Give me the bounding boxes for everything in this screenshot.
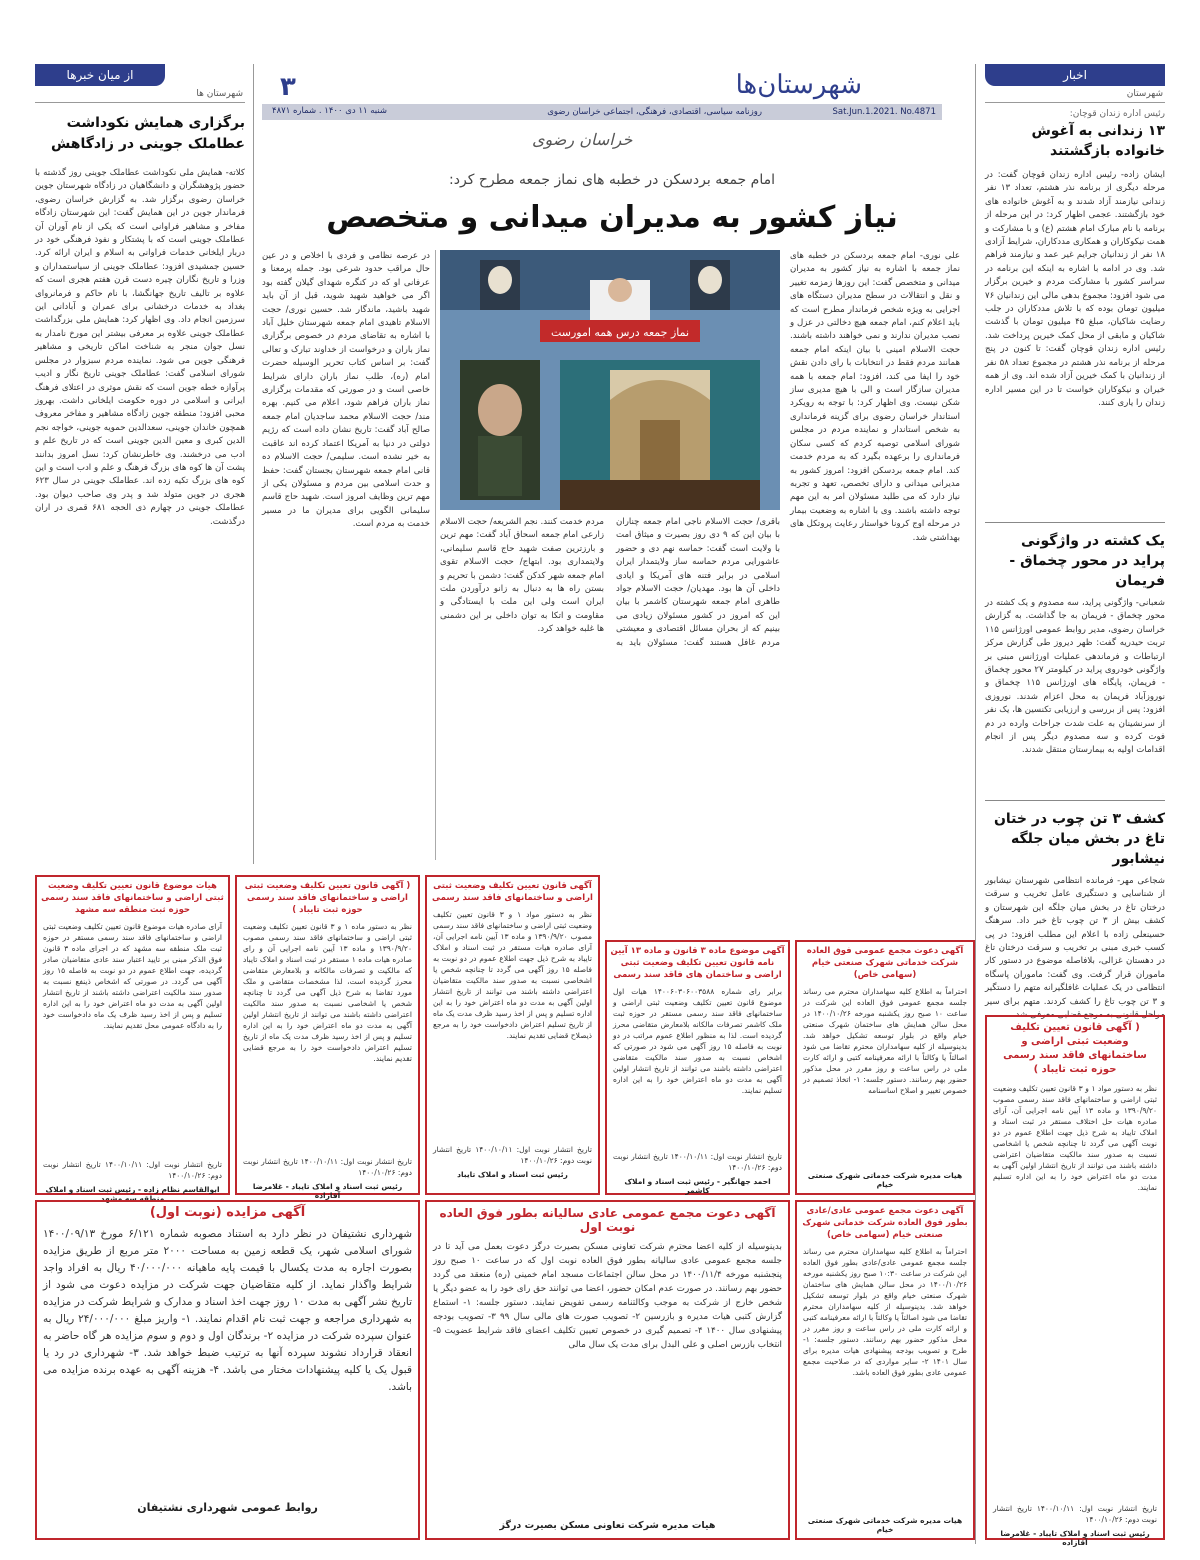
ad-notice xyxy=(795,1200,975,1540)
ad-body: احتراماً به اطلاع کلیه سهامداران محترم می رساند جلسه مجمع عمومی عادی/عادی بطور فوق العاده این شرکت در ساعت ۱۰:۳۰ صبح روز یکشنبه مورخه ۱۴۰۰/۱۰/۲۶ در محل سالن همایش های ساختمان شهرک صنعتی خیام واقع در بلوار توسعه تشکیل خواهد شد. بدینوسیله از کلیه سهامداران محترم تقاضا می شود اصالتاً یا وکالتاً با ارائه معرفینامه کتبی و ارائه کارت ملی در راس ساعت و روز مقرر در محل مذکور حضور بهم رسانند. دستور جلسه: ۱- طرح و تصویب بودجه پیشنهادی هیات مدیره برای سال ۱۴۰۱ ۲- سایر مواردی که در صلاحیت مجمع عمومی عادی بطور فوق العاده باشد. xyxy=(803,1247,968,1377)
ad-title: آگهی دعوت مجمع عمومی عادی سالیانه بطور فوق العاده نوبت اول xyxy=(439,1206,776,1234)
article-body: کلاته- همایش ملی نکوداشت عطاملک جوینی روز گذشته با حضور پژوهشگران و دانشگاهیان در زادگاه شهرستان جوین خراسان رضوی برگزار شد. به گزارش خراسان رضوی، فرماندار جوین در این همایش گفت: این شهرستان زادگاه مفاخر و مشاهیر فراوانی است که یکی از نام آوران آن عطاملک جوینی است که با پشتکار و نفوذ فرهنگی خود در دربار ایلخانی خدمات فراوانی به اسلام و ایران ارائه کرد. حسین جمشیدی افزود: عطاملک جوینی از سیاستمداران و وزرا و تاریخ نگاران چیره دست قرن هفتم هجری است که علاوه بر تالیف تاریخ جهانگشا، با نام حاکم و فرمانروای بغداد به خدمات درخشانی برای عمران و آبادانی این سرزمین انجام داد. وی اظهار کرد: همایش ملی بزرگداشت عطاملک جوینی علاوه بر معرفی بیشتر این مورخ نامدار به نسل جوان منجر به شناخت اماکن تاریخی و مشاهیر فرهنگی جوین می شود. نماینده مردم سبزوار در مجلس شورای اسلامی گفت: عطاملک جوینی تاریخ نگار و ادیب پرآوازه خطه جوین است که نقش موثری در اعتلای فرهنگ ایرانی و اسلامی در دوره حکومت ایلخانی داشت. بهروز محبی افزود: منطقه جوین زادگاه مشاهیر و مفاخر معروف همچون خاندان جوینی، سعدالدین حمویه جوینی، خواجه نجم الدین کبری و معین الدین جوینی است که در تاریخ علم و ادب می درخشند. وی خاطرنشان کرد: نسل امروز بدانند پشت آن ها کوه های بزرگ فرهنگ و علم و ادب است و این کوه های بزرگ تکیه زده اند. عطاملک جوینی در سال ۶۲۳ هجری در جوین متولد شد و پدر وی صاحب دیوان بود. عطاملک جوینی در چهارم ذی الحجه ۶۸۱ قمری در اران درگذشت. xyxy=(35,168,246,527)
ad-notice xyxy=(985,1015,1165,1547)
ad-notice xyxy=(235,875,420,1200)
ad-signature: هیات مدیره شرکت خدماتی شهرک صنعتی خیام xyxy=(807,1516,963,1534)
ad-dates: تاریخ انتشار نوبت اول: ۱۴۰۰/۱۰/۱۱ تاریخ انتشار نوبت دوم: ۱۴۰۰/۱۰/۲۶ xyxy=(613,1152,782,1172)
ad-body: آرای صادره هیات موضوع قانون تعیین تکلیف وضعیت ثبتی اراضی و ساختمانهای فاقد سند رسمی مستقر در حوزه ثبت ملک منطقه سه مشهد که در اجرای ماده ۳ قانون فوق الذکر مبنی بر تایید اعتبار سند عادی متقاضیان صادر گردیده، جهت اطلاع عموم در دو نوبت به فاصله ۱۵ روز آگهی می گردد. در صورتی که اشخاص ذینفع نسبت به صدور سند مالکیت اعتراضی داشته باشند از تاریخ انتشار اولین آگهی به مدت دو ماه اعتراض خود را به این اداره تسلیم و پس از اخذ رسید ظرف یک ماه دادخواست خود را به دادگاه عمومی محل تقدیم نمایند. xyxy=(43,922,223,1030)
paper-logo: خراسان رضوی xyxy=(532,130,633,149)
ad-title: ( آگهی قانون تعیین تکلیف وضعیت ثبتی اراضی و ساختمانهای فاقد سند رسمی حوزه ثبت تایباد ) xyxy=(1003,1022,1147,1075)
ad-body: نظر به دستور مواد ۱ و ۳ قانون تعیین تکلیف وضعیت ثبتی اراضی و ساختمانهای فاقد سند رسمی مصوب ۱۳۹۰/۹/۲۰ و ماده ۱۳ آیین نامه اجرایی آن، آرای صادره هیات مستقر در ثبت اسناد و املاک تایباد به شرح ذیل جهت اطلاع عموم در دو نوبت به فاصله ۱۵ روز آگهی می گردد تا چنانچه شخص یا اشخاصی نسبت به صدور سند مالکیت متقاضیان اعتراضی داشته باشند می توانند از تاریخ انتشار اولین آگهی به مدت دو ماه اعتراض خود را به این اداره تسلیم و پس از اخذ رسید ظرف مدت یک ماه از تاریخ تسلیم اعتراض دادخواست خود را به مرجع ذیصلاح قضایی تقدیم نمایند. xyxy=(433,910,592,1040)
ad-title: آگهی قانون تعیین تکلیف وضعیت ثبتی اراضی و ساختمانهای فاقد سند رسمی xyxy=(432,881,593,903)
ad-title: هیات موضوع قانون تعیین تکلیف وضعیت ثبتی اراضی و ساختمانهای فاقد سند رسمی حوزه ثبت منطقه سه مشهد xyxy=(41,881,224,915)
news-subtag: شهرستان ها xyxy=(35,86,245,103)
ad-notice xyxy=(35,1200,420,1540)
ad-body: برابر رای شماره ۱۴۰۰۶۰۳۰۶۰۰۳۵۸۸ هیات اول موضوع قانون تعیین تکلیف وضعیت ثبتی اراضی و ساختمانهای فاقد سند رسمی مستقر در حوزه ثبت ملک کاشمر تصرفات مالکانه بلامعارض متقاضی محرز گردیده است. لذا به منظور اطلاع عموم مراتب در دو نوبت به فاصله ۱۵ روز آگهی می شود در صورتی که اشخاص نسبت به صدور سند مالکیت متقاضی اعتراضی داشته باشند می توانند از تاریخ انتشار اولین آگهی به مدت دو ماه اعتراض خود را به این اداره تسلیم نمایند. xyxy=(613,987,782,1095)
ad-body: احتراماً به اطلاع کلیه سهامداران محترم می رساند جلسه مجمع عمومی فوق العاده این شرکت در ساعت ۱۰ صبح روز یکشنبه مورخه ۱۴۰۰/۱۰/۲۶ در محل سالن همایش های ساختمان شهرک صنعتی خیام واقع در بلوار توسعه تشکیل خواهد شد. بدینوسیله از کلیه سهامداران محترم تقاضا می شود اصالتاً یا وکالتاً با ارائه معرفینامه کتبی و ارائه کارت ملی در راس ساعت و روز مقرر در محل مذکور حضور بهم رسانند. دستور جلسه: ۱- اتخاذ تصمیم در خصوص تغییر و اصلاح اساسنامه xyxy=(803,987,967,1095)
ad-dates: تاریخ انتشار نوبت اول: ۱۴۰۰/۱۰/۱۱ تاریخ انتشار نوبت دوم: ۱۴۰۰/۱۰/۲۶ xyxy=(993,1504,1157,1524)
issue-date: شنبه ۱۱ دی ۱۴۰۰ . شماره ۴۸۷۱ xyxy=(272,106,388,116)
section-title: شهرستان‌ها xyxy=(735,70,862,100)
article-body: شجاعی مهر- فرمانده انتظامی شهرستان نیشابور از شناسایی و دستگیری عامل تخریب و سرقت درختان تاغ در بخش میان جلگه این شهرستان و کشف بیش از ۳ تن چوب تاغ خبر داد. سرهنگ حسینعلی زاده با اعلام این مطلب افزود: در پی کسب خبری مبنی بر تخریب و سرقت درختان تاغ در دهستان غزالی، بلافاصله موضوع در دستور کار ماموران قرار گرفت. وی گفت: ماموران پاسگاه انتظامی در یک عملیات غافلگیرانه متهم را دستگیر و ۳ تن چوب تاغ را کشف کردند. متهم برای سیر مراحل قانونی به مرجع قضایی معرفی شد. xyxy=(985,876,1165,1021)
ad-body: نظر به دستور مواد ۱ و ۳ قانون تعیین تکلیف وضعیت ثبتی اراضی و ساختمانهای فاقد سند رسمی مصوب ۱۳۹۰/۹/۲۰ و ماده ۱۳ آیین نامه اجرایی آن، آرای صادره هیات حل اختلاف مستقر در ثبت اسناد و املاک تایباد به شرح ذیل جهت اطلاع عموم در دو نوبت آگهی می گردد تا چنانچه شخص یا اشخاصی نسبت به صدور سند مالکیت متقاضیان اعتراضی داشته باشند می توانند از تاریخ انتشار اولین آگهی به مدت دو ماه اعتراض خود را به این اداره تسلیم نمایند. xyxy=(993,1084,1157,1192)
ad-signature: رئیس ثبت اسناد و املاک تایباد - غلامرضا آقازاده xyxy=(252,1182,403,1200)
ad-title: ( آگهی قانون تعیین تکلیف وضعیت ثبتی اراضی و ساختمانهای فاقد سند رسمی حوزه ثبت تایباد ) xyxy=(244,881,411,915)
ad-dates: تاریخ انتشار نوبت اول: ۱۴۰۰/۱۰/۱۱ تاریخ انتشار نوبت دوم: ۱۴۰۰/۱۰/۲۶ xyxy=(433,1145,592,1165)
ad-body: بدینوسیله از کلیه اعضا محترم شرکت تعاونی مسکن بصیرت درگز دعوت بعمل می آید تا در جلسه مجمع عمومی عادی سالیانه بطور فوق العاده نوبت اول که در ساعت ۱۰ صبح روز پنجشنبه مورخه ۱۴۰۰/۱۱/۴ در محل سالن اجتماعات مسجد امام خمینی (ره) منعقد می گردد حضور بهم رسانند. در صورت عدم امکان حضور، اعضا می توانند حق رای خود را به عضو دیگر یا شخص خارج از شرکت به موجب وکالتنامه رسمی تفویض نمایند. دستور جلسه: ۱- استماع گزارش کتبی هیات مدیره و بازرسین ۲- تصویب صورت های مالی سال ۹۹ ۳- تصویب بودجه پیشنهادی سال ۱۴۰۰ ۴- تصمیم گیری در خصوص تعیین تکلیف اعضای فاقد شرایط عضویت ۵- انتخاب بازرس اصلی و علی البدل برای مدت یک سال مالی xyxy=(433,1242,783,1350)
ad-notice xyxy=(425,1200,790,1540)
ad-signature: رئیس ثبت اسناد و املاک تایباد - غلامرضا آقازاده xyxy=(1000,1529,1150,1547)
article-title: کشف ۳ تن چوب در ختان تاغ در بخش میان جلگه نیشابور xyxy=(993,811,1165,867)
ad-title: آگهی مزایده (نوبت اول) xyxy=(149,1205,306,1220)
strip-english: Sat.Jun.1.2021. No.4871 xyxy=(832,107,936,117)
ad-notice xyxy=(795,940,975,1195)
ad-title: آگهی دعوت مجمع عمومی عادی/عادی بطور فوق العاده شرکت خدماتی شهرک صنعتی خیام (سهامی خاص) xyxy=(802,1206,968,1240)
article-title: ۱۳ زندانی به آغوش خانواده بازگشتند xyxy=(1031,123,1165,159)
main-kicker: امام جمعه بردسکن در خطبه های نماز جمعه مطرح کرد: xyxy=(449,172,775,188)
article-title: یک کشته در واژگونی پراید در محور چخماق - فریمان xyxy=(1009,533,1165,589)
article-title: برگزاری همایش نکوداشت عطاملک جوینی در زادگاهش xyxy=(51,115,245,152)
ad-title: آگهی موضوع ماده ۳ قانون و ماده ۱۳ آیین نامه قانون تعیین تکلیف وضعیت ثبتی اراضی و ساختمان های فاقد سند رسمی xyxy=(610,946,785,980)
news-subtag: شهرستان xyxy=(985,86,1165,103)
ad-signature: هیات مدیره شرکت خدماتی شهرک صنعتی خیام xyxy=(807,1171,963,1189)
ad-signature: هیات مدیره شرکت تعاونی مسکن بصیرت درگز xyxy=(499,1520,716,1531)
banner-text: نماز جمعه درس همه امورست xyxy=(550,326,690,339)
article-kicker: رئیس اداره زندان قوچان: xyxy=(1069,109,1165,119)
left-column xyxy=(35,64,245,864)
main-column-a: علی نوری- امام جمعه بردسکن در خطبه های نماز جمعه با اشاره به نیاز کشور به مدیران میدانی و متخصص گفت: این روزها زمزمه تغییر و نقل و انتقالات در سطح مدیران دستگاه های اجرایی به ویژه شخص فرماندار مطرح است که باید اعلام کنم، امام جمعه هیچ دخالتی در عزل و نصب مدیران ندارند و نمی خواهند داشته باشند. حجت الاسلام امینی با بیان اینکه امام جمعه همانند مردم فقط در انتخابات با رای دادن نقش خود را ایفا می کند، افزود: امام جمعه با همه مدیران سازگار است و الی با هیچ مدیری ساز شکن نیست. وی اظهار کرد: با توجه به رویکرد استاندار خراسان رضوی برای گزینه فرمانداری به شخص استاندار و نماینده مردم در مجلس شورای اسلامی توصیه کردم که کسی سکان فرمانداری را برعهده بگیرد که به مردم خدمت کند. امام جمعه بردسکن افزود: امروز کشور به مدیرانی میدانی و دارای تخصص، تعهد و تجربه نیاز دارد که می طلبد مسئولان امر به این مهم توجه داشته باشند. وی با اشاره به وضعیت بیمار در مرحله اوج کرونا خواستار رعایت پروتکل های بهداشتی شد. xyxy=(790,251,960,543)
article-body: ایشان زاده- رئیس اداره زندان قوچان گفت: در مرحله دیگری از برنامه نذر هشتم، تعداد ۱۳ نفر زندانی نیازمند آزاد شدند و به آغوش خانواده های خود بازگشتند. عجمی اظهار کرد: در این مرحله از برنامه با نام مبارک امام هشتم (ع) و با مشارکت و همت نیکوکاران و همکاری مددکاران، شرایط آزادی ۱۸ نفر از زندانیان جرایم غیر عمد و نیازمند فراهم شد. وی در ادامه با اشاره به اینکه این برنامه در سراسر کشور با مشارکت مردم و خیرین برگزار می شود افزود: مجموع بدهی مالی این زندانیان ۷۶ میلیون تومان بوده که با تلاش مددکاران در جلب رضایت شاکیان، مبلغ ۴۵ میلیون تومان با گذشت شاکیان و مابقی از محل کمک خیرین پرداخت شد. رئیس اداره زندان قوچان گفت: تا کنون در پنج مرحله از برنامه نذر هشتم در مجموع تعداد ۵۸ نفر از زندانیان با کمک خیرین آزاد شده اند. وی از همه خیران و نیکوکاران خواست تا در این مسیر اداره زندان را یاری کنند. xyxy=(985,170,1165,408)
ad-notice xyxy=(35,875,230,1203)
news-tag: از میان خبرها xyxy=(35,64,165,86)
ad-body: نظر به دستور ماده ۱ و ۳ قانون تعیین تکلیف وضعیت ثبتی اراضی و ساختمانهای فاقد سند رسمی مصوب ۱۳۹۰/۹/۲۰ و ماده ۱۳ آیین نامه اجرایی آن و رای صادره هیات ماده ۱ مستقر در ثبت اسناد و املاک تایباد که مالکیت و تصرفات مالکانه و بلامعارض متقاضی محرز گردیده است، لذا مشخصات متقاضی و ملک مورد تقاضا به شرح ذیل آگهی می گردد تا چنانچه شخص یا اشخاصی نسبت به صدور سند مالکیت اعتراضی داشته باشند می توانند از تاریخ انتشار اولین آگهی به مدت دو ماه اعتراض خود را به این اداره تسلیم و پس از اخذ رسید ظرف مدت یک ماه از تاریخ تسلیم اعتراض دادخواست خود را به مرجع قضایی تقدیم نمایند. xyxy=(243,922,412,1063)
ad-signature: ابوالقاسم نظام زاده - رئیس ثبت اسناد و املاک منطقه سه مشهد xyxy=(45,1185,220,1203)
photo-illustration xyxy=(440,250,780,510)
main-column-c: در عرصه نظامی و فردی با اخلاص و در عین حال مراقب حدود شرعی بود. جمله پرمعنا و عرفانی او که در کنگره شهدای گیلان گفته بود اگر می خواهید شهید شوید، قبل از آن باید شهید باشید، ماندگار شد. حسین نوری/ حجت الاسلام تاهیدی امام جمعه شهرستان خلیل آباد با اشاره به تقاضای مردم در خصوص برگزاری نماز باران و درخواست از خداوند تبارک و تعالی گفت: بر اساس کتاب تحریر الوسیله حضرت امام (ره)، طلب نماز باران دارای شرایط خاصی است و در صورتی که مقدمات برگزاری نماز باران فراهم شود، اعلام می کنیم. بهره مند/ حجت الاسلام محمد ساجدیان امام جمعه صالح آباد گفت: تاریخ نشان داده است که رژیم دولتی در دنیا به آمریکا اعتماد کرده اند عاقبت به خیر نشده است. سلیمی/ حجت الاسلام ده قانی امام جمعه شهرستان بجستان گفت: حفظ و حدت اسلامی بین مردم و مسئولان یکی از مهم ترین وظایف امروز است. شهید حاج قاسم سلیمانی الگویی برای مدیران ما در مسیر خدمت به مردم است. xyxy=(262,251,430,530)
ad-dates: تاریخ انتشار نوبت اول: ۱۴۰۰/۱۰/۱۱ تاریخ انتشار نوبت دوم: ۱۴۰۰/۱۰/۲۶ xyxy=(243,1157,412,1177)
ad-title: آگهی دعوت مجمع عمومی فوق العاده شرکت خدماتی شهرک صنعتی خیام (سهامی خاص) xyxy=(806,946,964,980)
ad-body: شهرداری نشتیفان در نظر دارد به استناد مصوبه شماره ۶/۱۲۱ مورخ ۱۴۰۰/۰۹/۱۳ شورای اسلامی شهر، یک قطعه زمین به مساحت ۲۰۰۰ متر مربع از طریق مزایده بصورت اجاره به مدت یکسال با قیمت پایه ماهیانه ۴۰/۰۰۰/۰۰۰ ریال به افراد واجد شرایط واگذار نماید. از کلیه متقاضیان جهت شرکت در مزایده دعوت می شود از تاریخ نشر آگهی به مدت ۱۰ روز جهت اخذ اسناد و مدارک و شرایط شرکت در مزایده به شهرداری مراجعه و جهت ثبت نام اقدام نمایند. ۱- واریز مبلغ ۲۴/۰۰۰/۰۰۰ ریال به عنوان سپرده شرکت در مزایده ۲- برندگان اول و دوم و سوم مزایده هر گاه حاضر به انعقاد قرارداد نشوند سپرده آنها به ترتیب ضبط خواهد شد. ۳- شهرداری در رد یا قبول یک یا کلیه پیشنهادات مختار می باشد. ۴- هزینه آگهی به عهده برنده مزایده می باشد. xyxy=(43,1228,412,1393)
ad-notice xyxy=(605,940,790,1195)
news-tag: اخبار xyxy=(985,64,1165,86)
page-number: ۳ xyxy=(280,72,296,102)
strip-description: روزنامه سیاسی، اقتصادی، فرهنگی، اجتماعی خراسان رضوی xyxy=(547,107,762,117)
masthead xyxy=(262,64,942,166)
main-title: نیاز کشور به مدیران میدانی و متخصص xyxy=(326,200,898,235)
ad-notice xyxy=(425,875,600,1195)
friday-prayer-photo xyxy=(440,250,780,510)
main-column-b: باقری/ حجت الاسلام ناجی امام جمعه چناران با بیان این که ۹ دی روز بصیرت و میثاق امت با ولایت است گفت: حماسه نهم دی و حضور عاشورایی مردم حماسه ساز ولایتمدار ایران اسلامی در برابر فتنه های آمریکا و ایادی داخلی آن ها بود. مهدیان/ حجت الاسلام جواد طاهری امام جمعه شهرستان کاشمر با بیان این که امروز در کشور مسئولان زیادی می بینیم که از بحران مسائل اقتصادی و معیشتی مردم غافل هستند گفت: مسئولان باید به مردم خدمت کنند. نجم الشریعه/ حجت الاسلام زارعی امام جمعه اسحاق آباد گفت: مهم ترین و بارزترین صفت شهید حاج قاسم سلیمانی، ولایتمداری بود. ابتهاج/ حجت الاسلام تقوی امام جمعه شهر کدکن گفت: دشمن با تحریم و بستن راه ها به دنبال به زانو درآوردن ملت ایران است ولی این ملت با ایستادگی و مقاومت و اتکا به توان داخلی بر این دشمنی ها غلبه خواهد کرد. xyxy=(440,517,780,648)
ad-signature: رئیس ثبت اسناد و املاک تایباد xyxy=(457,1170,568,1179)
ad-signature: احمد جهانگیر - رئیس ثبت اسناد و املاک کاشمر xyxy=(624,1177,771,1195)
article-body: شعبانی- واژگونی پراید، سه مصدوم و یک کشته در محور چخماق - فریمان به جا گذاشت. به گزارش خراسان رضوی، مدیر روابط عمومی اورژانس ۱۱۵ تربت حیدریه گفت: ظهر دیروز طی گزارش مرکز ارتباطات و فرماندهی عملیات اورژانس مبنی بر واژگونی خودروی پراید در کیلومتر ۲۷ محور چخماق - فریمان، پایگاه های اورژانس ۱۱۵ چخماق و نوروزآباد فریمان به محل اعزام شدند. نوروزی افزود: پس از بررسی و ارزیابی تکنسین ها، یک نفر از سرنشینان به علت شدت جراحات وارده در دم فوت کرده و سه مصدوم دیگر پس از انجام اقدامات اولیه به بیمارستان منتقل شدند. xyxy=(985,598,1165,756)
ad-signature: روابط عمومی شهرداری نشتیفان xyxy=(137,1501,318,1514)
ad-dates: تاریخ انتشار نوبت اول: ۱۴۰۰/۱۰/۱۱ تاریخ انتشار نوبت دوم: ۱۴۰۰/۱۰/۲۶ xyxy=(43,1160,222,1180)
